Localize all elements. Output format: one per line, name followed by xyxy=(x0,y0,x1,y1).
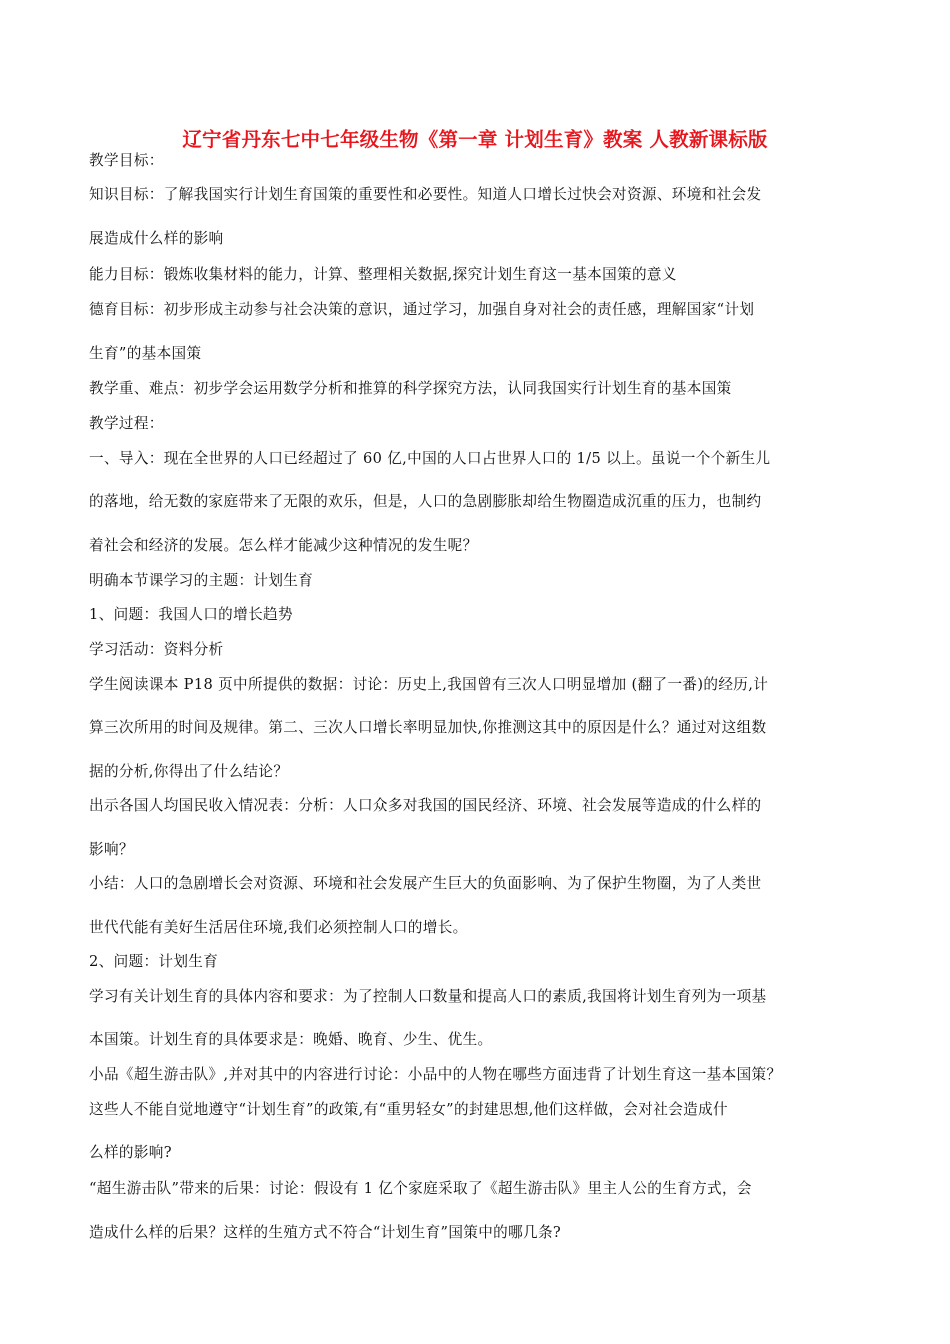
text-line: 学习活动：资料分析 xyxy=(89,641,224,658)
text-line: 算三次所用的时间及规律。第二、三次人口增长率明显加快,你推测这其中的原因是什么？通过对这组数 xyxy=(89,719,767,736)
text-line: 小结：人口的急剧增长会对资源、环境和社会发展产生巨大的负面影响、为了保护生物圈，为了人类世 xyxy=(89,875,762,892)
text-line: 教学过程： xyxy=(89,415,164,432)
text-line: 教学重、难点：初步学会运用数学分析和推算的科学探究方法，认同我国实行计划生育的基本国策 xyxy=(89,380,732,397)
text-line: 造成什么样的后果？这样的生殖方式不符合“计划生育”国策中的哪几条? xyxy=(89,1224,562,1241)
text-line: 2、问题：计划生育 xyxy=(89,953,219,970)
text-line: “超生游击队”带来的后果：讨论：假设有 1 亿个家庭采取了《超生游击队》里主人公的生育方式，会 xyxy=(89,1180,752,1197)
text-line: 能力目标：锻炼收集材料的能力，计算、整理相关数据,探究计划生育这一基本国策的意义 xyxy=(89,266,677,283)
text-line: 出示各国人均国民收入情况表：分析：人口众多对我国的国民经济、环境、社会发展等造成的什么样的 xyxy=(89,797,762,814)
text-line: 明确本节课学习的主题：计划生育 xyxy=(89,572,314,589)
text-line: 学生阅读课本 P18 页中所提供的数据：讨论：历史上,我国曾有三次人口明显增加 (翻了一番)的经历,计 xyxy=(89,676,769,693)
text-line: 知识目标：了解我国实行计划生育国策的重要性和必要性。知道人口增长过快会对资源、环境和社会发 xyxy=(89,186,762,203)
text-line: 德育目标：初步形成主动参与社会决策的意识，通过学习，加强自身对社会的责任感，理解国家“计划 xyxy=(89,301,755,318)
text-line: 这些人不能自觉地遵守“计划生育”的政策,有“重男轻女”的封建思想,他们这样做，会对社会造成什 xyxy=(89,1101,728,1118)
text-line: 的落地，给无数的家庭带来了无限的欢乐，但是，人口的急剧膨胀却给生物圈造成沉重的压力，也制约 xyxy=(89,493,762,510)
text-line: 学习有关计划生育的具体内容和要求：为了控制人口数量和提高人口的素质,我国将计划生育列为一项基 xyxy=(89,988,767,1005)
text-line: 教学目标： xyxy=(89,152,164,169)
text-line: 展造成什么样的影响 xyxy=(89,230,224,247)
document-title: 辽宁省丹东七中七年级生物《第一章 计划生育》教案 人教新课标版 xyxy=(182,128,768,151)
text-line: 据的分析,你得出了什么结论？ xyxy=(89,763,289,780)
text-line: 1、问题：我国人口的增长趋势 xyxy=(89,606,293,623)
text-line: 么样的影响? xyxy=(89,1144,172,1161)
text-line: 着社会和经济的发展。怎么样才能减少这种情况的发生呢？ xyxy=(89,537,478,554)
text-line: 小品《超生游击队》,并对其中的内容进行讨论：小品中的人物在哪些方面违背了计划生育这一基本国策？ xyxy=(89,1066,782,1083)
text-line: 世代代能有美好生活居住环境,我们必须控制人口的增长。 xyxy=(89,919,468,936)
text-line: 本国策。计划生育的具体要求是：晚婚、晚育、少生、优生。 xyxy=(89,1031,493,1048)
text-line: 一、导入：现在全世界的人口已经超过了 60 亿,中国的人口占世界人口的 1/5 以上。虽说一个个新生儿 xyxy=(89,450,771,467)
text-line: 影响？ xyxy=(89,841,134,858)
text-line: 生育”的基本国策 xyxy=(89,345,202,362)
